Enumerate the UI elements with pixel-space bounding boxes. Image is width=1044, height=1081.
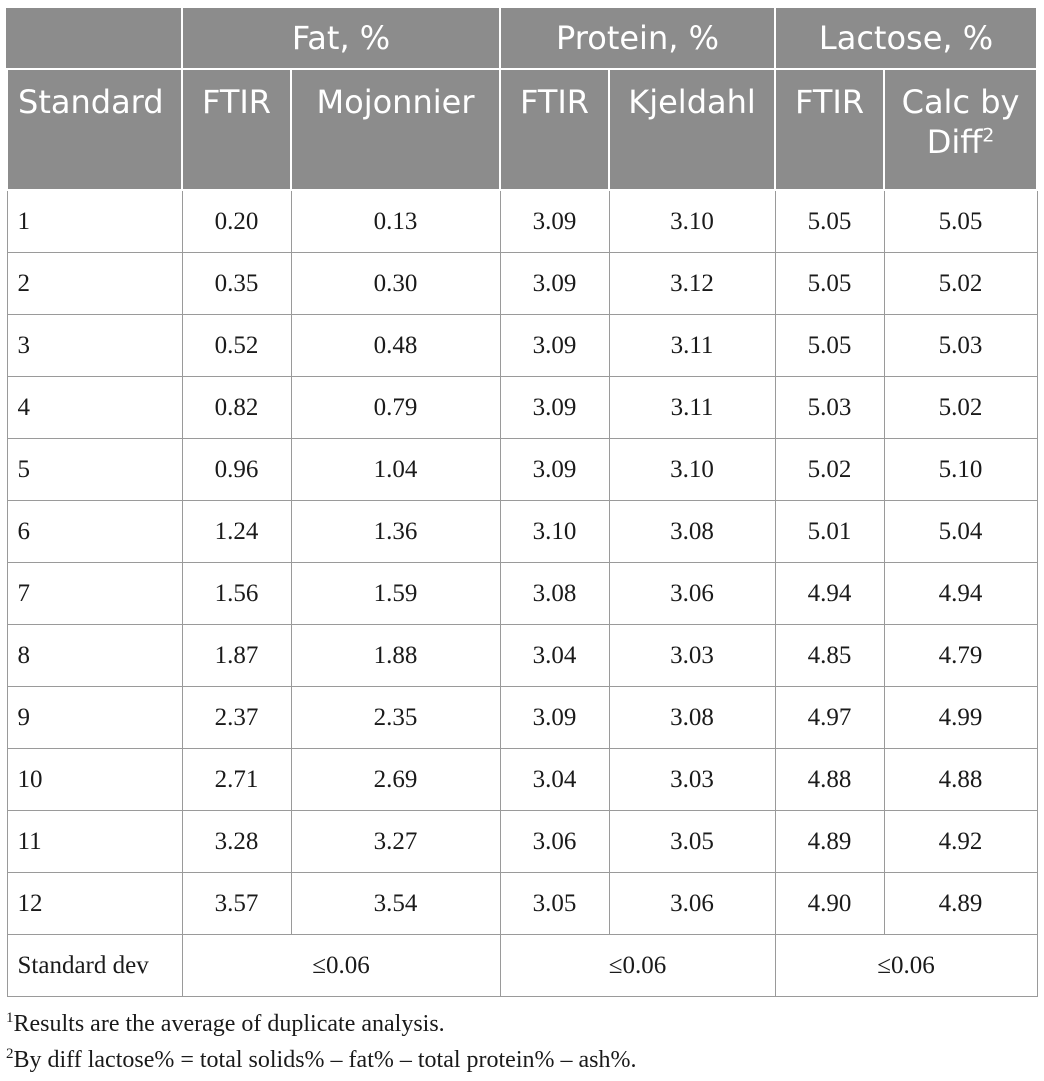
std-dev-fat: ≤0.06 [182,935,500,997]
cell-protein-kjeldahl: 3.06 [609,873,775,935]
cell-protein-kjeldahl: 3.11 [609,377,775,439]
cell-fat-mojonnier: 1.04 [291,439,500,501]
group-header-protein: Protein, % [500,7,775,69]
cell-protein-ftir: 3.08 [500,563,609,625]
cell-lactose-ftir: 4.94 [775,563,884,625]
cell-lactose-ftir: 5.02 [775,439,884,501]
header-protein-ftir: FTIR [500,69,609,190]
cell-protein-ftir: 3.09 [500,253,609,315]
table-row [7,749,1037,811]
cell-fat-ftir: 0.35 [182,253,291,315]
cell-fat-ftir: 1.87 [182,625,291,687]
cell-fat-ftir: 3.28 [182,811,291,873]
cell-lactose-calc-by-diff: 5.10 [884,439,1037,501]
std-dev-lactose: ≤0.06 [775,935,1037,997]
cell-standard: 3 [7,315,182,377]
cell-standard: 11 [7,811,182,873]
footnotes [6,1006,1036,1078]
cell-fat-mojonnier: 2.69 [291,749,500,811]
std-dev-label: Standard dev [7,935,182,997]
cell-lactose-ftir: 4.88 [775,749,884,811]
table-row [7,563,1037,625]
results-table-container [6,6,1036,997]
footnote-2 [6,1042,1036,1078]
cell-fat-ftir: 2.37 [182,687,291,749]
cell-standard: 9 [7,687,182,749]
cell-lactose-ftir: 5.05 [775,315,884,377]
cell-lactose-calc-by-diff: 5.04 [884,501,1037,563]
cell-protein-ftir: 3.09 [500,315,609,377]
cell-protein-kjeldahl: 3.08 [609,687,775,749]
cell-protein-kjeldahl: 3.12 [609,253,775,315]
cell-lactose-ftir: 4.90 [775,873,884,935]
table-body [7,190,1037,935]
cell-standard: 8 [7,625,182,687]
cell-fat-mojonnier: 1.36 [291,501,500,563]
cell-fat-ftir: 3.57 [182,873,291,935]
cell-protein-kjeldahl: 3.10 [609,190,775,253]
cell-protein-ftir: 3.09 [500,377,609,439]
cell-lactose-ftir: 5.01 [775,501,884,563]
footnote-2-mark: 2 [6,1046,14,1062]
cell-protein-ftir: 3.09 [500,687,609,749]
cell-lactose-ftir: 5.03 [775,377,884,439]
cell-fat-mojonnier: 0.79 [291,377,500,439]
cell-protein-ftir: 3.05 [500,873,609,935]
header-lactose-calc-by-diff [884,69,1037,190]
header-protein-kjeldahl: Kjeldahl [609,69,775,190]
cell-fat-ftir: 0.20 [182,190,291,253]
cell-protein-kjeldahl: 3.08 [609,501,775,563]
group-header-row [7,7,1037,69]
cell-protein-ftir: 3.09 [500,190,609,253]
table-row [7,811,1037,873]
cell-fat-ftir: 0.82 [182,377,291,439]
group-header-lactose: Lactose, % [775,7,1037,69]
cell-standard: 12 [7,873,182,935]
cell-lactose-calc-by-diff: 4.88 [884,749,1037,811]
group-header-blank [7,7,182,69]
cell-protein-ftir: 3.04 [500,749,609,811]
header-standard: Standard [7,69,182,190]
footnote-1-text: Results are the average of duplicate analysis. [13,1011,445,1037]
cell-fat-mojonnier: 1.88 [291,625,500,687]
cell-protein-ftir: 3.06 [500,811,609,873]
cell-fat-mojonnier: 0.48 [291,315,500,377]
cell-fat-mojonnier: 2.35 [291,687,500,749]
header-fat-ftir: FTIR [182,69,291,190]
cell-standard: 6 [7,501,182,563]
cell-fat-mojonnier: 1.59 [291,563,500,625]
table-row [7,315,1037,377]
table-row [7,501,1037,563]
sub-header-row [7,69,1037,190]
cell-fat-ftir: 1.56 [182,563,291,625]
std-dev-protein: ≤0.06 [500,935,775,997]
cell-lactose-calc-by-diff: 4.99 [884,687,1037,749]
cell-standard: 7 [7,563,182,625]
cell-fat-ftir: 2.71 [182,749,291,811]
cell-lactose-calc-by-diff: 5.02 [884,253,1037,315]
footnote-2-text: By diff lactose% = total solids% – fat% – total protein% – ash%. [13,1047,637,1073]
cell-standard: 4 [7,377,182,439]
cell-lactose-ftir: 4.85 [775,625,884,687]
cell-protein-kjeldahl: 3.03 [609,749,775,811]
cell-lactose-calc-by-diff: 4.94 [884,563,1037,625]
cell-fat-ftir: 1.24 [182,501,291,563]
footnote-1 [6,1006,1036,1042]
cell-protein-kjeldahl: 3.10 [609,439,775,501]
cell-protein-kjeldahl: 3.03 [609,625,775,687]
cell-lactose-calc-by-diff: 4.89 [884,873,1037,935]
footnote-ref-2: 2 [982,124,995,147]
footnote-1-mark: 1 [6,1010,14,1026]
table-row [7,253,1037,315]
cell-lactose-calc-by-diff: 5.02 [884,377,1037,439]
cell-protein-ftir: 3.04 [500,625,609,687]
table-row [7,687,1037,749]
cell-protein-kjeldahl: 3.11 [609,315,775,377]
cell-standard: 1 [7,190,182,253]
table-row [7,625,1037,687]
header-fat-mojonnier: Mojonnier [291,69,500,190]
cell-fat-ftir: 0.52 [182,315,291,377]
table-row [7,439,1037,501]
table-row [7,190,1037,253]
header-lactose-ftir: FTIR [775,69,884,190]
cell-fat-mojonnier: 0.13 [291,190,500,253]
cell-lactose-calc-by-diff: 4.79 [884,625,1037,687]
cell-lactose-calc-by-diff: 4.92 [884,811,1037,873]
cell-lactose-ftir: 5.05 [775,190,884,253]
group-header-fat: Fat, % [182,7,500,69]
cell-standard: 10 [7,749,182,811]
cell-lactose-ftir: 5.05 [775,253,884,315]
cell-protein-kjeldahl: 3.05 [609,811,775,873]
header-lactose-calc-label: Calc by Diff [901,83,1020,161]
cell-protein-ftir: 3.09 [500,439,609,501]
cell-standard: 2 [7,253,182,315]
cell-fat-ftir: 0.96 [182,439,291,501]
cell-fat-mojonnier: 3.54 [291,873,500,935]
cell-fat-mojonnier: 3.27 [291,811,500,873]
cell-protein-ftir: 3.10 [500,501,609,563]
cell-protein-kjeldahl: 3.06 [609,563,775,625]
std-dev-row [7,935,1037,997]
cell-lactose-ftir: 4.97 [775,687,884,749]
cell-lactose-calc-by-diff: 5.03 [884,315,1037,377]
cell-fat-mojonnier: 0.30 [291,253,500,315]
results-table [6,6,1038,997]
table-row [7,377,1037,439]
table-row [7,873,1037,935]
cell-lactose-calc-by-diff: 5.05 [884,190,1037,253]
cell-lactose-ftir: 4.89 [775,811,884,873]
cell-standard: 5 [7,439,182,501]
